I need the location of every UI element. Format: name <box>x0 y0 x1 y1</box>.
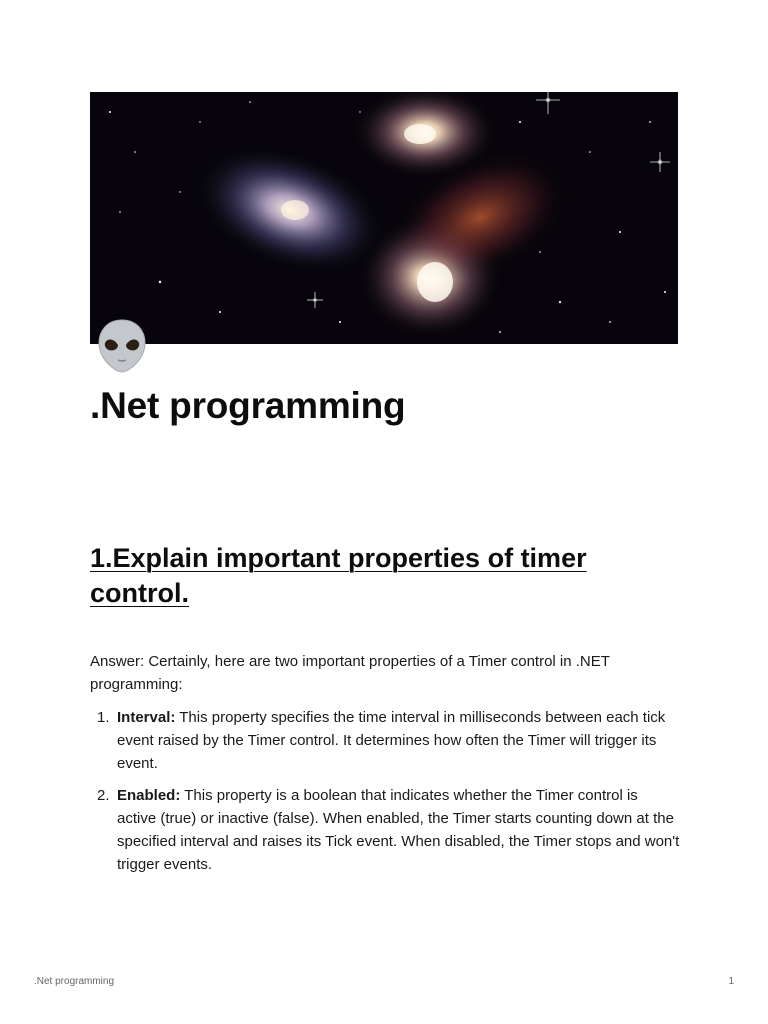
page-number: 1 <box>728 976 734 987</box>
question-heading <box>90 541 650 611</box>
property-term: Interval: <box>117 709 176 726</box>
property-description: This property specifies the time interval in milliseconds between each tick event raised by the Timer control. It determines how often the Timer will trigger its event. <box>117 709 666 772</box>
answer-intro: Answer: Certainly, here are two important properties of a Timer control in .NET programming: <box>90 653 610 693</box>
properties-list <box>90 706 680 885</box>
footer-title: .Net programming <box>34 976 115 987</box>
property-description: This property is a boolean that indicates whether the Timer control is active (true) or inactive (false). When enabled, the Timer starts counting down at the specified interval and raises its Tick event. When disabled, the Timer stops and won't trigger events. <box>117 787 680 873</box>
list-item <box>90 784 680 876</box>
cover-image <box>90 92 678 344</box>
galaxy-cover-graphic <box>90 92 678 344</box>
page-title: .Net programming <box>90 385 406 426</box>
property-term: Enabled: <box>117 787 181 804</box>
list-number: 2. <box>97 787 110 804</box>
alien-icon <box>96 318 148 374</box>
list-item <box>90 706 680 775</box>
list-number: 1. <box>97 709 110 726</box>
question-heading-text: 1.Explain important properties of timer control. <box>90 543 587 608</box>
